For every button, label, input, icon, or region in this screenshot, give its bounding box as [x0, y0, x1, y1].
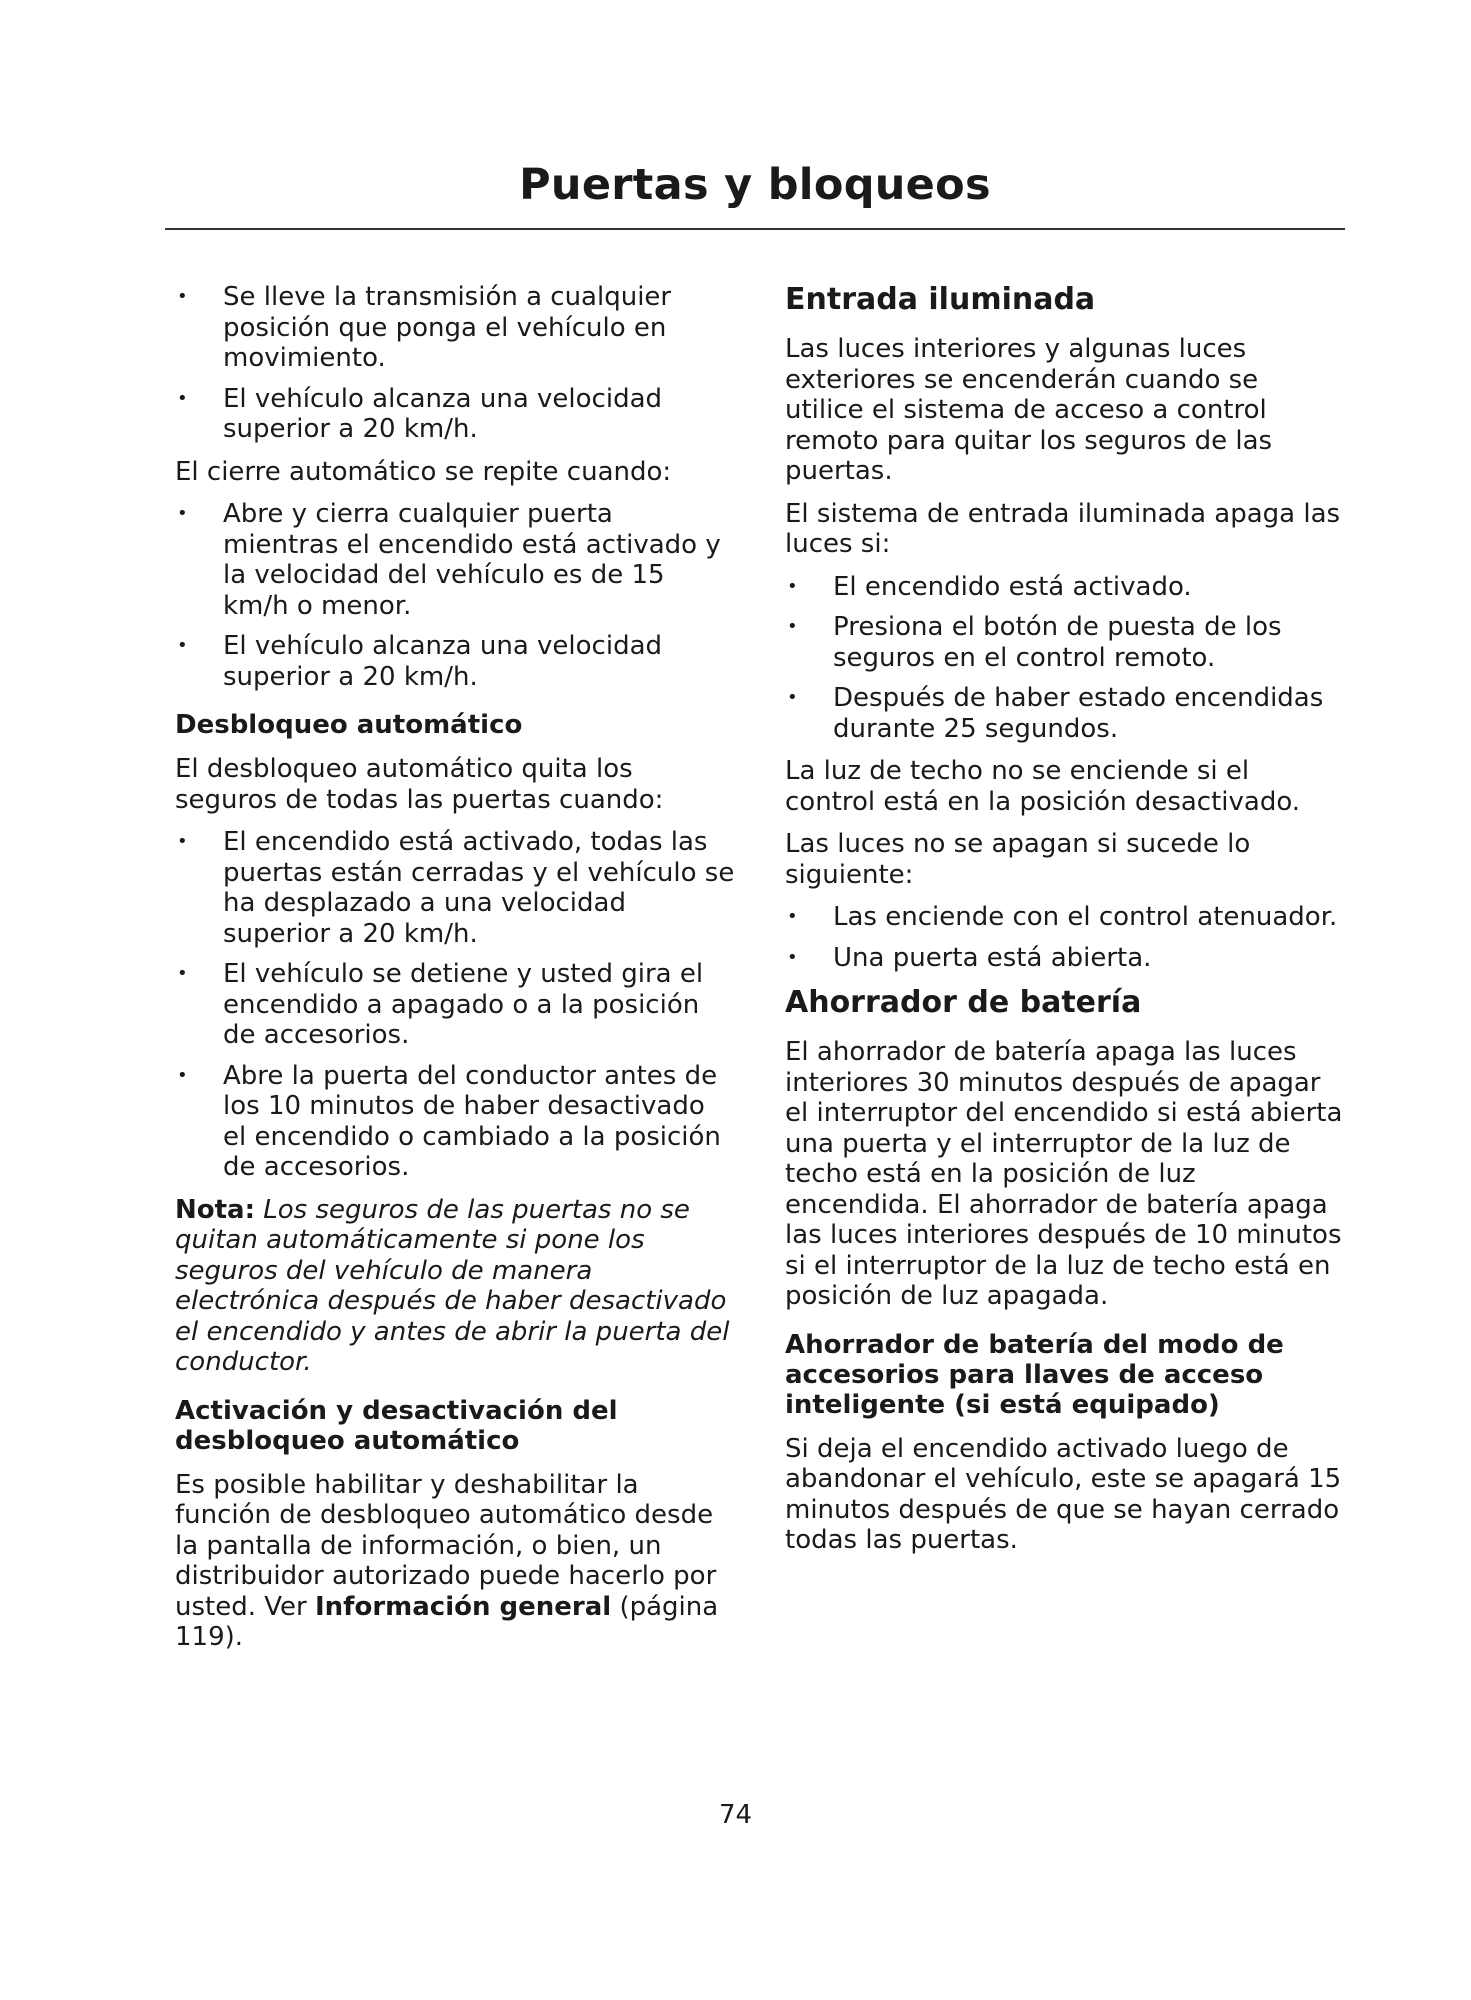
list-item: • Una puerta está abierta.	[785, 943, 1345, 974]
relock-intro: El cierre automático se repite cuando:	[175, 456, 672, 487]
list-item: • Se lleve la transmisión a cualquier posición que ponga el vehículo en movimiento.	[175, 282, 735, 374]
illuminated-paragraph-1: Las luces interiores y algunas luces exteriores se encenderán cuando se utilice el sistema de acceso a control remoto para quitar los seguros de las puertas.	[785, 334, 1273, 486]
illuminated-entry-heading: Entrada iluminada	[785, 282, 1096, 317]
activation-paragraph	[175, 1470, 735, 1653]
activation-heading: Activación y desactivación del desbloqueo automático	[175, 1395, 618, 1456]
page-number: 74	[718, 1800, 753, 1830]
relock-bullet-list	[175, 499, 735, 692]
note-text: Los seguros de las puertas no se quitan automáticamente si pone los seguros del vehículo de manera electrónica después de haber desactivado el encendido y antes de abrir la puerta del conductor.	[175, 1194, 730, 1377]
autounlock-bullet-list	[175, 827, 735, 1183]
note-paragraph	[175, 1195, 735, 1378]
illuminated-paragraph-3: La luz de techo no se enciende si el control está en la posición desactivado.	[785, 756, 1301, 817]
list-item: • Abre la puerta del conductor antes de los 10 minutos de haber desactivado el encendido o cambiado a la posición de accesorios.	[175, 1061, 735, 1183]
list-item: • Después de haber estado encendidas durante 25 segundos.	[785, 683, 1345, 744]
battery-saver-heading: Ahorrador de batería	[785, 985, 1142, 1020]
title-divider	[165, 228, 1345, 230]
illuminated-bullet-list-2	[785, 902, 1345, 973]
cross-reference-link[interactable]: Información general	[314, 1591, 612, 1622]
illuminated-paragraph-4: Las luces no se apagan si sucede lo siguiente:	[785, 829, 1251, 890]
note-label: Nota:	[175, 1194, 255, 1225]
list-item: • El encendido está activado.	[785, 572, 1345, 603]
accessory-mode-heading: Ahorrador de batería del modo de accesorios para llaves de acceso inteligente (si está equipado)	[785, 1329, 1284, 1420]
autounlock-intro: El desbloqueo automático quita los seguros de todas las puertas cuando:	[175, 754, 664, 815]
accessory-mode-paragraph: Si deja el encendido activado luego de abandonar el vehículo, este se apagará 15 minutos después de que se hayan cerrado todas las puertas.	[785, 1433, 1342, 1555]
list-item: • Las enciende con el control atenuador.	[785, 902, 1345, 933]
battery-saver-paragraph: El ahorrador de batería apaga las luces interiores 30 minutos después de apagar el interruptor del encendido si está abierta una puerta y el interruptor de la luz de techo está en la posición de luz encendida. El ahorrador de batería apaga las luces interiores después de 10 minutos si el interruptor de la luz de techo está en posición de luz apagada.	[785, 1037, 1343, 1311]
list-item: • El vehículo alcanza una velocidad superior a 20 km/h.	[175, 384, 735, 445]
list-item: • El vehículo alcanza una velocidad superior a 20 km/h.	[175, 631, 735, 692]
list-item: • Abre y cierra cualquier puerta mientras el encendido está activado y la velocidad del vehículo es de 15 km/h o menor.	[175, 499, 735, 621]
activation-text: Es posible habilitar y deshabilitar la función de desbloqueo automático desde la pantalla de información, o bien, un distribuidor autorizado puede hacerlo por usted. Ver	[175, 1469, 717, 1622]
intro-bullet-list	[175, 282, 735, 445]
illuminated-bullet-list	[785, 572, 1345, 745]
right-column	[785, 282, 1345, 1568]
list-item: • Presiona el botón de puesta de los seguros en el control remoto.	[785, 612, 1345, 673]
left-column	[175, 282, 735, 1665]
page-title: Puertas y bloqueos	[519, 160, 991, 210]
list-item: • El encendido está activado, todas las puertas están cerradas y el vehículo se ha desplazado a una velocidad superior a 20 km/h.	[175, 827, 735, 949]
autounlock-heading: Desbloqueo automático	[175, 710, 523, 740]
illuminated-paragraph-2: El sistema de entrada iluminada apaga las luces si:	[785, 498, 1341, 559]
list-item: • El vehículo se detiene y usted gira el encendido a apagado o a la posición de accesorios.	[175, 959, 735, 1051]
activation-page-ref: (página 119).	[175, 1591, 719, 1652]
